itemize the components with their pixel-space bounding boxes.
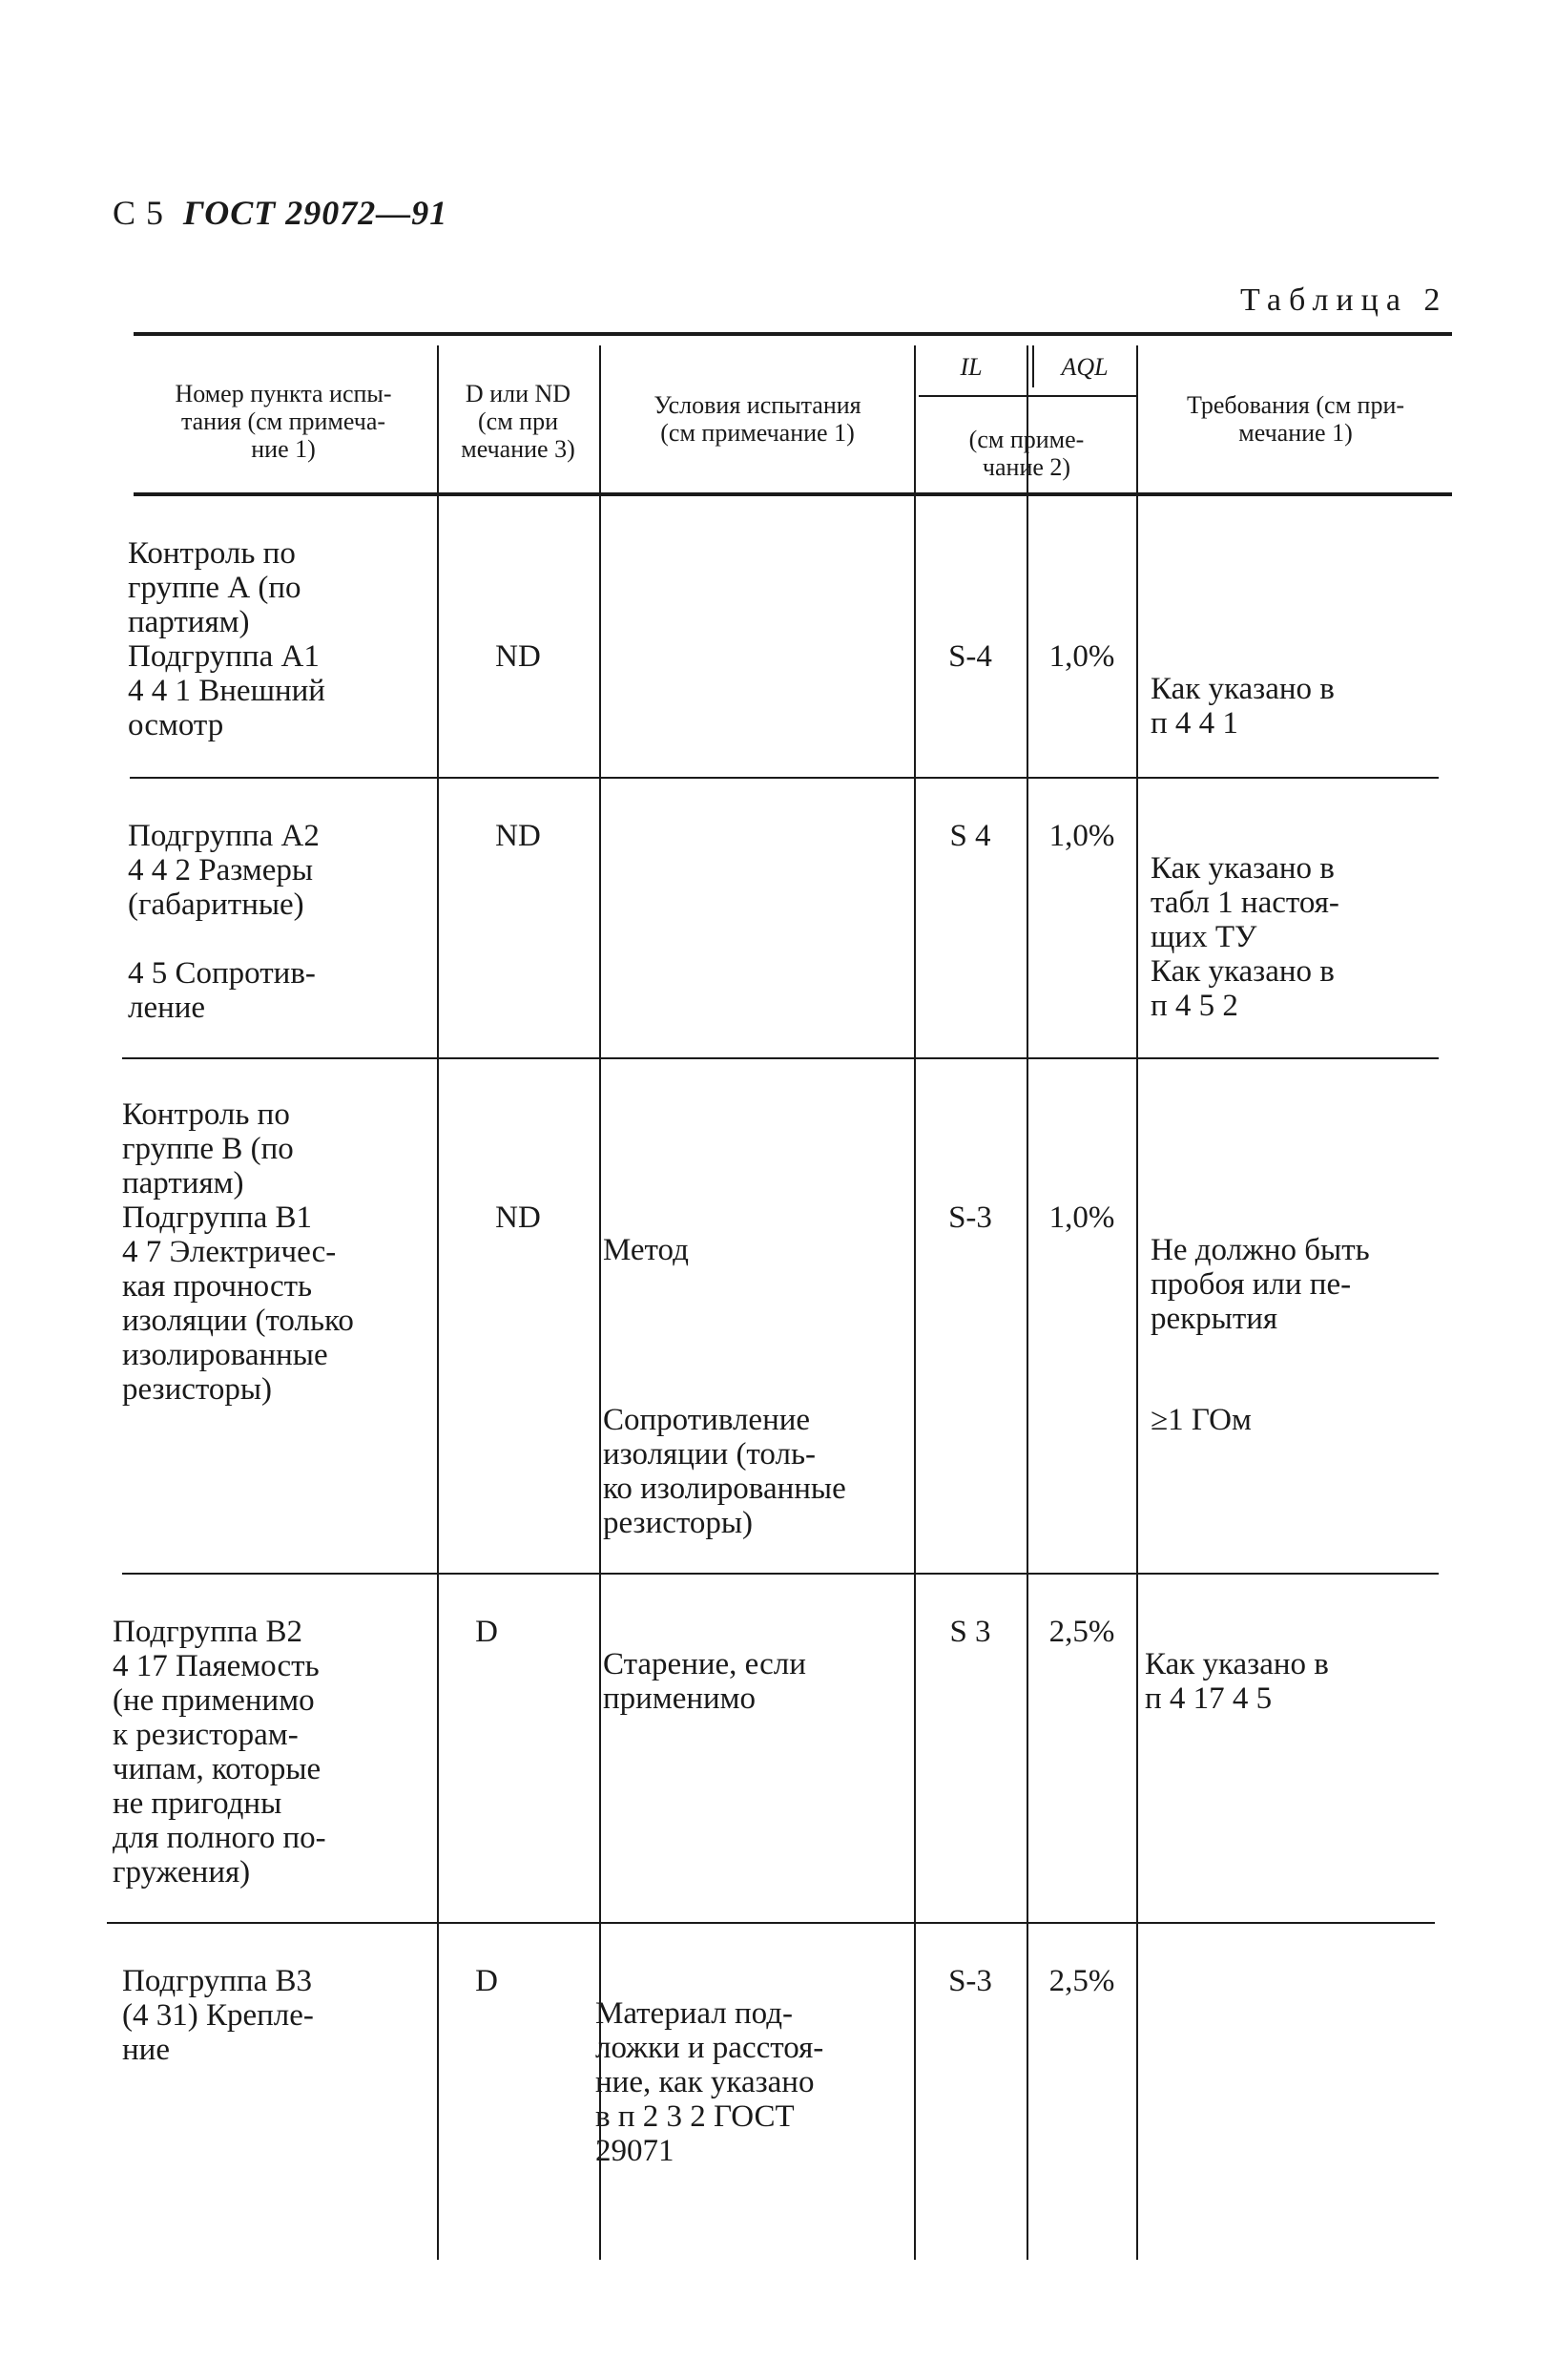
header-bottom-rule (134, 492, 1452, 496)
header-il-aql-note: (см приме- чание 2) (968, 426, 1085, 481)
row3-requirements: Не должно быть пробоя или пе- рекрытия (1151, 1233, 1370, 1336)
header-il: IL (960, 353, 983, 381)
page-header (113, 193, 447, 233)
header-d-nd: D или ND (см при мечание 3) (461, 380, 575, 463)
row3-conditions: Метод (603, 1233, 689, 1267)
il-aql-divider (919, 395, 1138, 397)
page-label: С 5 (113, 194, 165, 232)
row4-conditions: Старение, если применимо (603, 1647, 806, 1716)
row3-il: S-3 (948, 1200, 992, 1235)
row3-conditions-2: Сопротивление изоляции (толь- ко изолированные резисторы) (603, 1403, 846, 1540)
row5-d-nd: D (475, 1964, 498, 1998)
row4-aql: 2,5% (1048, 1615, 1115, 1649)
row4-requirements: Как указано в п 4 17 4 5 (1145, 1647, 1329, 1716)
header-conditions: Условия испытания (см примечание 1) (654, 391, 861, 447)
row-divider (122, 1057, 1439, 1059)
row5-aql: 2,5% (1048, 1964, 1115, 1998)
row1-d-nd: ND (495, 639, 541, 674)
row5-conditions: Материал под- ложки и расстоя- ние, как указано в п 2 3 2 ГОСТ 29071 (595, 1996, 824, 2168)
row1-il: S-4 (948, 639, 992, 674)
row3-requirements-2: ≥1 ГОм (1151, 1403, 1252, 1437)
row1-aql: 1,0% (1048, 639, 1115, 674)
header-aql: AQL (1061, 353, 1109, 381)
table-title: Таблица 2 (1240, 282, 1448, 318)
header-requirements: Требования (см при- мечание 1) (1186, 391, 1405, 447)
row2-requirements: Как указано в табл 1 настоя- щих ТУ Как указано в п 4 5 2 (1151, 851, 1339, 1023)
header-item-number: Номер пункта испы- тания (см примеча- ние 1) (175, 380, 392, 463)
table-top-rule (134, 332, 1452, 336)
row3-aql: 1,0% (1048, 1200, 1115, 1235)
column-rule (1136, 345, 1138, 2260)
row-divider (130, 777, 1439, 779)
column-rule (599, 345, 601, 2260)
row4-item: Подгруппа В2 4 17 Паяемость (не применимо к резисторам- чипам, которые не пригодны для полного по- гружения) (113, 1615, 326, 1889)
row3-item: Контроль по группе В (по партиям) Подгруппа В1 4 7 Электричес- кая прочность изоляции (только изолированные резисторы) (122, 1097, 354, 1407)
row1-requirements: Как указано в п 4 4 1 (1151, 672, 1335, 741)
row2-item: Подгруппа А2 4 4 2 Размеры (габаритные) 4 5 Сопротив- ление (128, 819, 320, 1025)
row3-d-nd: ND (495, 1200, 541, 1235)
row2-d-nd: ND (495, 819, 541, 853)
row4-il: S 3 (949, 1615, 991, 1649)
row5-item: Подгруппа В3 (4 31) Крепле- ние (122, 1964, 314, 2067)
row-divider (107, 1922, 1435, 1924)
standard-number: ГОСТ 29072—91 (183, 194, 448, 232)
row5-il: S-3 (948, 1964, 992, 1998)
row1-item: Контроль по группе А (по партиям) Подгруппа А1 4 4 1 Внешний осмотр (128, 536, 325, 742)
row4-d-nd: D (475, 1615, 498, 1649)
row-divider (122, 1573, 1439, 1575)
row2-il: S 4 (949, 819, 991, 853)
row2-aql: 1,0% (1048, 819, 1115, 853)
